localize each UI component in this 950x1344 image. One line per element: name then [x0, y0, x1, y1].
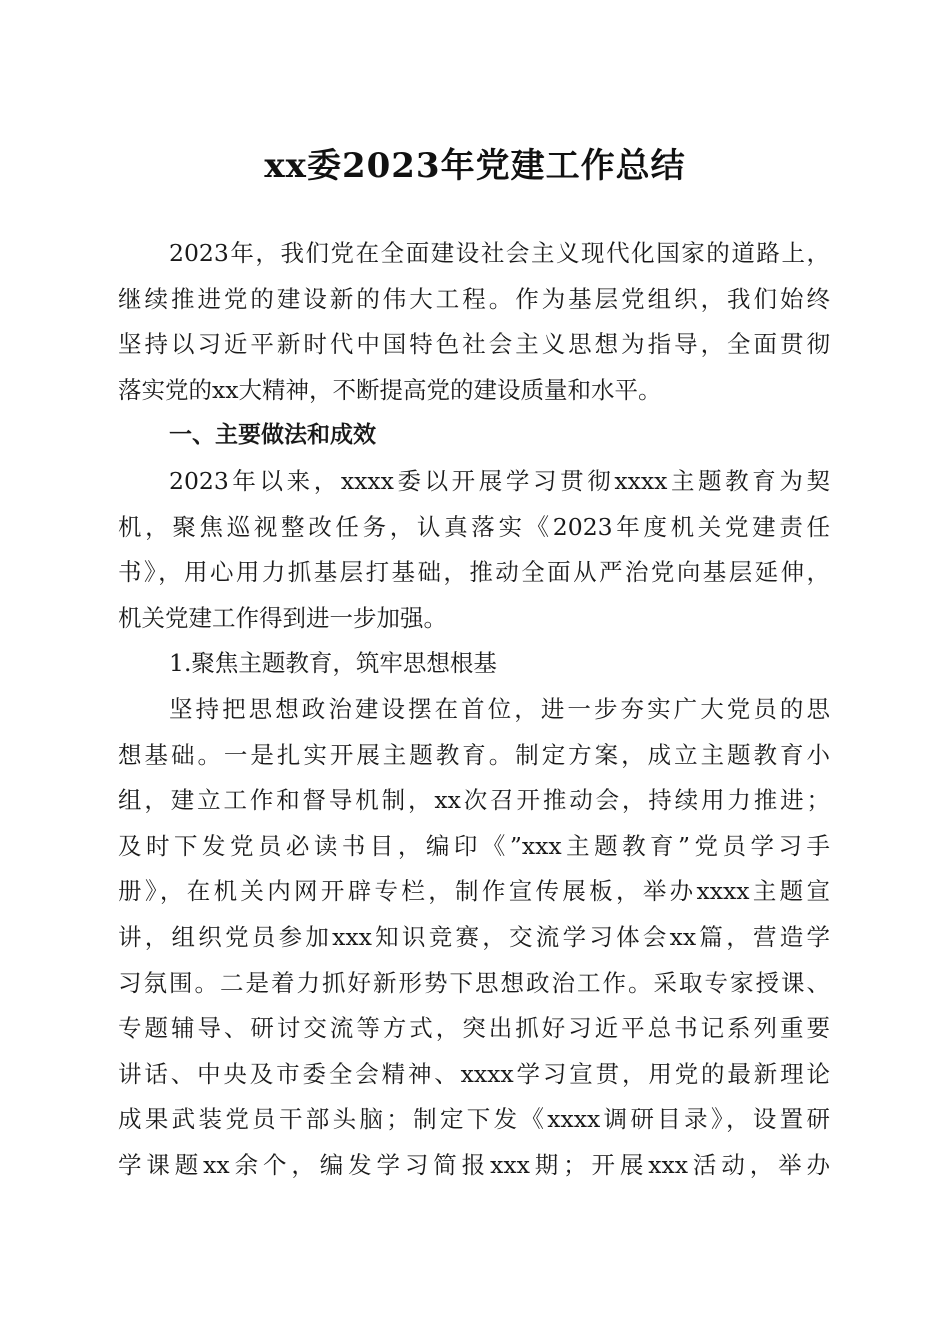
- paragraph-line: 坚持把思想政治建设摆在首位，进一步夯实广大党员的思: [169, 694, 830, 723]
- paragraph-line: 2023年，我们党在全面建设社会主义现代化国家的道路上，: [169, 239, 830, 267]
- document-title: xx委2023年党建工作总结: [264, 146, 686, 186]
- paragraph-line: 组，建立工作和督导机制，xx次召开推动会，持续用力推进；: [118, 786, 830, 815]
- paragraph-line: 册》，在机关内网开辟专栏，制作宣传展板，举办xxxx主题宣: [118, 877, 830, 906]
- paragraph-line: 机，聚焦巡视整改任务，认真落实《2023年度机关党建责任: [118, 512, 830, 541]
- paragraph-line: 成果武装党员干部头脑；制定下发《xxxx调研目录》，设置研: [118, 1105, 830, 1134]
- paragraph-line: 讲，组织党员参加xxx知识竞赛，交流学习体会xx篇，营造学: [118, 922, 830, 951]
- paragraph-line: 专题辅导、研讨交流等方式，突出抓好习近平总书记系列重要: [118, 1014, 830, 1043]
- subsection-heading: 1.聚焦主题教育，筑牢思想根基: [169, 649, 497, 678]
- paragraph-line: 习氛围。二是着力抓好新形势下思想政治工作。采取专家授课、: [118, 968, 830, 997]
- paragraph-line: 想基础。一是扎实开展主题教育。制定方案，成立主题教育小: [118, 740, 830, 769]
- paragraph-line: 书》，用心用力抓基层打基础，推动全面从严治党向基层延伸，: [118, 558, 830, 587]
- paragraph-line: 坚持以习近平新时代中国特色社会主义思想为指导，全面贯彻: [118, 330, 830, 359]
- section-heading: 一、主要做法和成效: [169, 422, 376, 449]
- paragraph-line: 讲话、中央及市委全会精神、xxxx学习宣贯，用党的最新理论: [118, 1059, 830, 1088]
- paragraph-line: 及时下发党员必读书目，编印《”xxx主题教育”党员学习手: [118, 831, 830, 860]
- paragraph-line: 学课题xx余个，编发学习简报xxx期；开展xxx活动，举办: [118, 1150, 830, 1179]
- paragraph-line: 继续推进党的建设新的伟大工程。作为基层党组织，我们始终: [118, 284, 830, 313]
- paragraph-line: 2023年以来，xxxx委以开展学习贯彻xxxx主题教育为契: [169, 466, 830, 495]
- paragraph-line: 机关党建工作得到进一步加强。: [118, 603, 447, 632]
- document-body: [118, 231, 830, 1188]
- paragraph-line: 落实党的xx大精神，不断提高党的建设质量和水平。: [118, 375, 662, 404]
